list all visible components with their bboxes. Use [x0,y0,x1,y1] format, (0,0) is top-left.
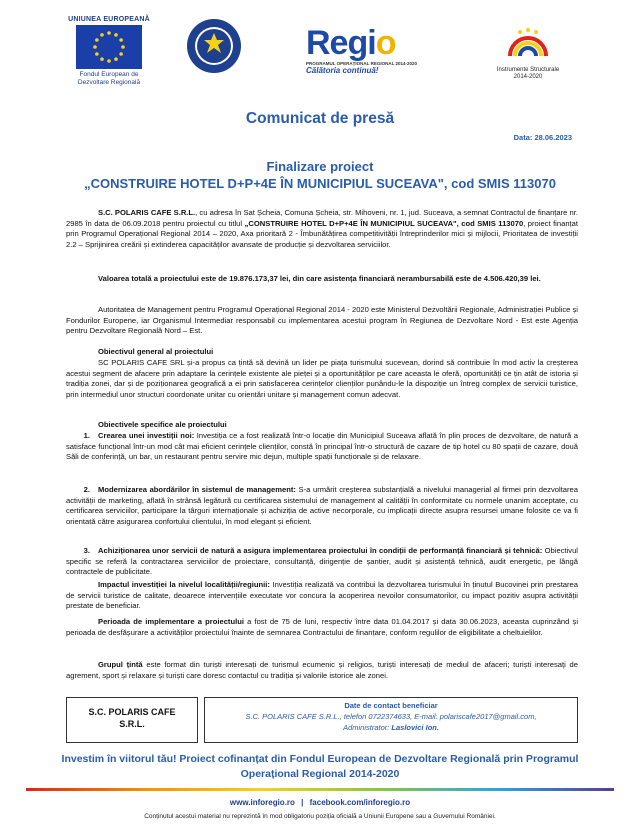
contact-details-box [204,697,578,743]
paragraph-intro [66,208,578,250]
eu-star-icon [107,31,111,35]
beneficiary-name-1: S.C. POLARIS CAFE [88,707,176,717]
objective-item-1-text: Investiția ce a fost realizată într-o locație din Municipiul Suceava aflată în plin proces de dezvoltare, de natură a satisface funcțional într-un mod cât mai eficient cerințele clienților, constă în principal într-o structură de cazare de tip hotel cu 80 spații de cazare, două Săli de conferință, un bar, un restaurant pentru servire mic dejun, multiple spații funcționale și de relaxare. [66,431,578,462]
eu-star-icon [100,33,104,37]
target-group-text: este format din turiști interesați de turismul ecumenic și religios, turiști interesați de mediul de afaceri; turiști interesați de agrement, sport și relaxare și turiști care doresc contactul cu tradiția și valorile istorice ale zonei. [66,660,578,680]
target-group-title: Grupul țintă [98,660,143,669]
page-title: Comunicat de presă [245,110,395,127]
paragraph-impact [66,580,578,612]
headline-line-1: Finalizare proiect [266,159,374,174]
footer-color-bar [26,788,614,791]
regio-wordmark [306,26,418,60]
structural-instruments-logo [488,22,568,81]
footer-link-separator: | [301,798,304,807]
eu-star-icon [114,57,118,61]
structural-instruments-caption-1: Instrumente Structurale [496,67,560,73]
intro-text-a: , cu adresa în Sat Șcheia, Comuna Șcheia, str. Mihoveni, nr. 1, jud. Suceava, a semnat Contractul de finanțare nr. 2985 în data de 06.09.2018 pentru proiectul cu titlul [66,208,578,228]
contact-section [66,697,578,743]
paragraph-authority: Autoritatea de Management pentru Programul Operațional Regional 2014 - 2020 este Ministerul Dezvoltării Regionale, Administrației Publice și Fondurilor Europene, iar Organismul Intermediar responsabil cu implementarea acestui program în Regiunea de Dezvoltare Nord - Est este Agenția pentru Dezvoltare Regională Nord – Est. [66,305,578,336]
objective-item-1 [66,431,578,463]
regio-logo [306,26,418,75]
eu-flag-icon [76,25,142,69]
impact-title: Impactul investiției la nivelul localității/regiunii: [98,580,270,589]
paragraph-period [66,617,578,638]
objective-item-2-title: Modernizarea abordărilor în sistemul de management: [98,485,296,494]
eu-logo-caption-2: Dezvoltare Regională [77,79,141,86]
period-text: a fost de 75 de luni, respectiv între data 01.04.2017 și data 30.06.2023, aceasta cuprinzând și perioada de desfășurare a activităților proiectului înainte de semnarea Contractului de finanțare, conform regulilor de eligibilitate a cheltuielilor. [66,617,579,637]
government-seal-icon [186,18,242,74]
structural-instruments-caption-2: 2014-2020 [513,74,543,80]
objective-item-1-title: Crearea unei investiții noi: [98,431,195,440]
eu-star-icon [100,57,104,61]
project-value: Valoarea totală a proiectului este de 19.876.173,37 lei, din care asistența financiară nerambursabilă este de 4.506.420,39 lei. [98,274,541,283]
government-seal [186,18,242,74]
impact-text: Investiția realizată va contribui la dezvoltarea turismului în ținutul Bucovinei prin prestarea de servicii turistice de calitate, deoarece intervențiile executate vor concura la acoperirea nevoilor consumatorilor, cu impact pozitiv asupra activității prestate de beneficiar. [66,580,579,611]
footer-slogan-line-1: Investim în viitorul tău! Proiect cofinanțat din Fondul European de Dezvoltare Regională prin Programul [61,753,579,765]
period-title: Perioada de implementare a proiectului [98,617,244,626]
regio-program-text: PROGRAMUL OPERAȚIONAL REGIONAL 2014-2020 [306,61,418,66]
beneficiary-name-2: S.R.L. [119,719,145,729]
structural-instruments-icon [506,22,550,62]
press-release-date: Data: 28.06.2023 [513,133,572,142]
inforegio-link[interactable]: www.inforegio.ro [229,798,295,807]
administrator-label: Administrator: [343,723,392,732]
footer-disclaimer: Conținutul acestui material nu reprezintă în mod obligatoriu poziția oficială a Uniunii Europene sau a Guvernului României. [144,813,496,820]
specific-objectives-heading-block [66,420,578,431]
objective-item-3-title: Achiziționarea unor servicii de natură a asigura implementarea proiectului în condiții de performanță financiară și tehnică: [98,546,543,555]
specific-objectives-heading: Obiectivele specifice ale proiectului [98,420,227,429]
eu-star-icon [95,52,99,56]
project-title-inline: „CONSTRUIRE HOTEL D+P+4E ÎN MUNICIPIUL SUCEAVA", cod SMIS 113070 [244,218,524,228]
headline-line-2: „CONSTRUIRE HOTEL D+P+4E ÎN MUNICIPIUL SUCEAVA", cod SMIS 113070 [84,176,556,191]
general-objective-heading-block [66,347,578,358]
objective-item-3-number: 3. [83,546,90,555]
objective-item-3-text: Obiectivul specific se referă la contractarea serviciilor de proiectare, consultanță, dirigenție de șantier, audit și asistență tehnică, audit energetic, pe lângă contractele de publicitate. [66,546,578,577]
eu-star-icon [93,45,97,49]
objective-item-2-number: 2. [83,485,90,494]
regio-tagline: Călătoria continuă! [306,66,379,75]
logo-row [0,8,640,100]
eu-star-icon [121,45,125,49]
footer-slogan [0,752,640,782]
objective-item-2-text: S-a urmărit creșterea substanțială a nivelului managerial al firmei prin dezvoltarea activității de marketing, aflată în strânsă legătură cu certificarea sistemului de management al calității în conformitate cu normele unanim acceptate, cu certificarea serviciilor, participare la târguri internaționale și achiziția de active necorporale, cu implicații directe asupra resursei umane folosite ce va fi orientată către asigurarea confortului clientului, în mod elegant și eficient. [66,485,578,526]
footer-links [0,798,640,807]
contact-details-line-2 [205,722,577,733]
eu-star-icon [95,38,99,42]
facebook-link[interactable]: facebook.com/inforegio.ro [309,798,411,807]
regio-wordmark-part-2: o [375,24,396,62]
regio-wordmark-part-1: Regi [306,24,376,62]
objective-item-3 [66,546,578,578]
contact-details-line-1: S.C. POLARIS CAFE S.R.L., telefon 0722374633, E-mail: polariscafe2017@gmail.com, [245,712,537,721]
paragraph-target-group [66,660,578,681]
objective-item-2 [66,485,578,527]
footer-slogan-line-2: Operațional Regional 2014-2020 [240,768,400,780]
administrator-name: Laslovici Ion. [391,723,439,732]
objective-item-1-number: 1. [83,431,90,440]
company-name: S.C. POLARIS CAFE S.R.L. [98,208,196,217]
intro-text-b: , proiect finanțat prin Programul Operațional Regional 2014 – 2020, Axa prioritară 2 - Îmbunătățirea competitivității întreprinderilor mici și mijlocii, Prioritatea de investiții 2.2 – Sprijinirea creării și extinderea capacităților avansate de producție și dezvoltarea serviciilor. [66,218,578,249]
eu-logo [62,16,156,87]
eu-star-icon [119,52,123,56]
eu-logo-caption-1: Fondul European de [79,71,139,78]
contact-details-title: Date de contact beneficiar [344,701,438,710]
general-objective-text: SC POLARIS CAFE SRL și-a propus ca țintă să devină un lider pe piața turismului sucevean, dorind să contribuie în mod activ la creșterea acestui segment de afacere prin adaptare la cerințele existente ale pieței și a oportunităților pe care aceasta le oferă, oportunități ce țin atât de istoria și tradiția zonei, dar și de poziționarea geografică a ei prin satisfacerea cerințelor clienților punându-le la dispoziție un întreg complex de servicii turistice, prin intermediul unor structuri coordonate unitar cu orientări unitare și management comun adecvat. [66,358,578,399]
beneficiary-box [66,697,198,743]
general-objective-heading: Obiectivul general al proiectului [98,347,214,356]
eu-star-icon [114,33,118,37]
eu-star-icon [119,38,123,42]
project-headline [0,158,640,192]
eu-star-icon [107,59,111,63]
eu-logo-title: UNIUNEA EUROPEANĂ [68,16,150,23]
paragraph-value [66,274,578,285]
